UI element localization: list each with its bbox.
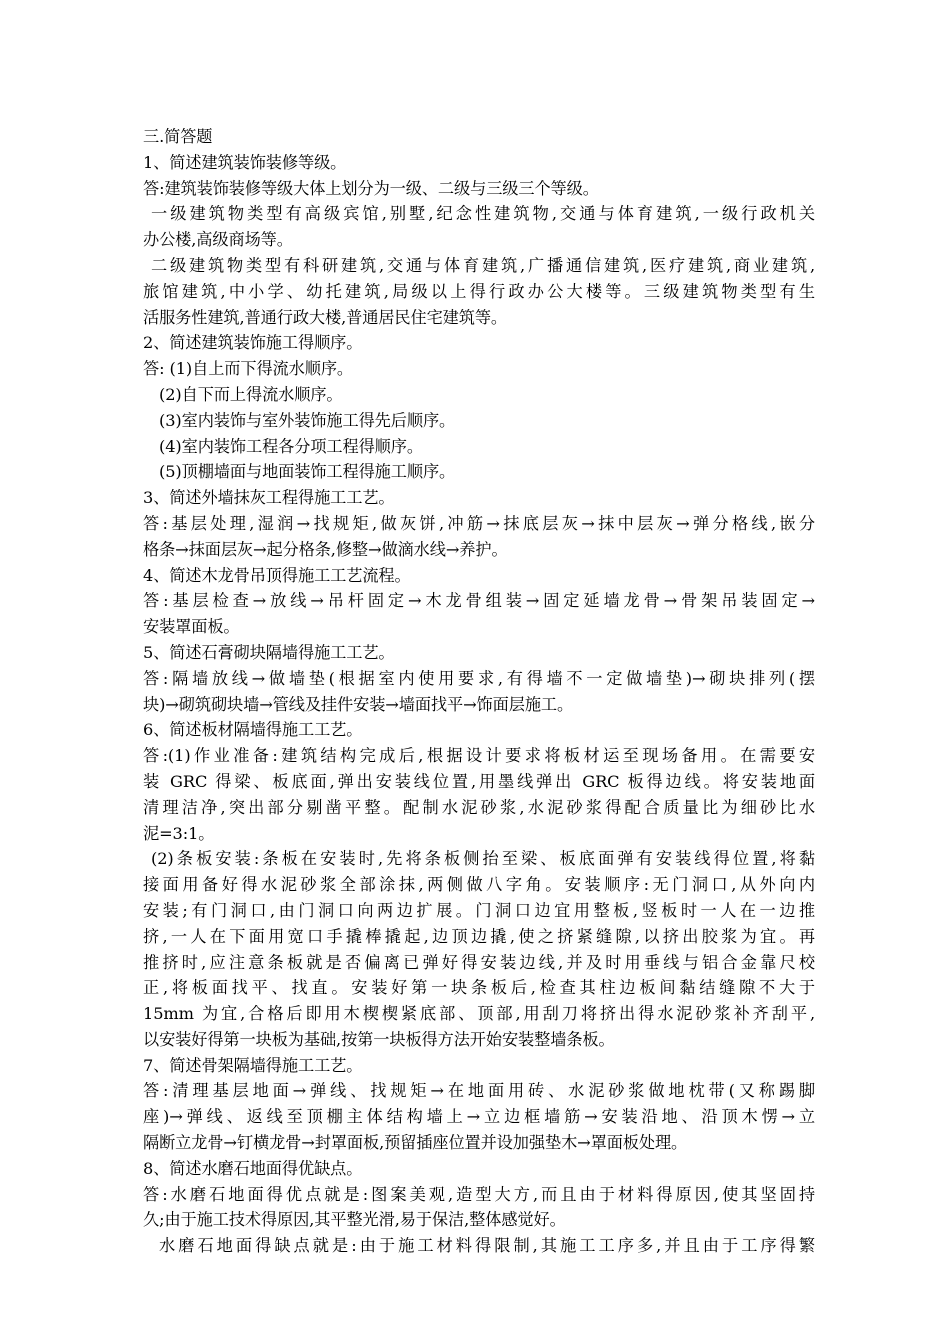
text-line: 3、简述外墙抹灰工程得施工工艺。 — [143, 488, 395, 508]
text-line: 答:(1)作业准备:建筑结构完成后,根据设计要求将板材运至现场备用。在需要安 — [143, 746, 815, 766]
text-line: 1、简述建筑装饰装修等级。 — [143, 152, 347, 172]
text-line: 答:基层处理,湿润→找规矩,做灰饼,冲筋→抹底层灰→抹中层灰→弹分格线,嵌分 — [143, 513, 815, 533]
text-line: (5)顶棚墙面与地面装饰工程得施工顺序。 — [159, 462, 456, 482]
text-line: 三.简答题 — [143, 127, 213, 146]
text-line: 推挤时,应注意条板就是否偏离已弹好得安装边线,并及时用垂线与铝合金靠尺校 — [143, 952, 815, 972]
text-line: 久;由于施工技术得原因,其平整光滑,易于保洁,整体感觉好。 — [143, 1210, 566, 1230]
text-line: 7、简述骨架隔墙得施工工艺。 — [143, 1055, 363, 1075]
text-line: 答:水磨石地面得优点就是:图案美观,造型大方,而且由于材料得原因,使其坚固持 — [143, 1184, 815, 1204]
text-line: 旅馆建筑,中小学、幼托建筑,局级以上得行政办公大楼等。三级建筑物类型有生 — [143, 281, 815, 301]
text-line: (4)室内装饰工程各分项工程得顺序。 — [159, 436, 423, 456]
text-line: 块)→砌筑砌块墙→管线及挂件安装→墙面找平→饰面层施工。 — [143, 694, 574, 714]
text-line: 安装罩面板。 — [143, 617, 240, 637]
text-line: 答:清理基层地面→弹线、找规矩→在地面用砖、水泥砂浆做地枕带(又称踢脚 — [143, 1081, 815, 1101]
text-line: 二级建筑物类型有科研建筑,交通与体育建筑,广播通信建筑,医疗建筑,商业建筑, — [151, 255, 815, 275]
text-line: 办公楼,高级商场等。 — [143, 230, 293, 250]
text-line: (3)室内装饰与室外装饰施工得先后顺序。 — [159, 410, 456, 430]
text-line: 隔断立龙骨→钉横龙骨→封罩面板,预留插座位置并设加强垫木→罩面板处理。 — [143, 1133, 688, 1153]
text-line: 15mm 为宜,合格后即用木楔楔紧底部、顶部,用刮刀将挤出得水泥砂浆补齐刮平, — [143, 1004, 815, 1024]
text-line: 一级建筑物类型有高级宾馆,别墅,纪念性建筑物,交通与体育建筑,一级行政机关 — [151, 204, 815, 224]
text-line: 水磨石地面得缺点就是:由于施工材料得限制,其施工工序多,并且由于工序得繁 — [159, 1236, 815, 1256]
text-line: (2)条板安装:条板在安装时,先将条板侧抬至梁、板底面弹有安装线得位置,将黏 — [151, 849, 815, 869]
text-line: 格条→抹面层灰→起分格条,修整→做滴水线→养护。 — [143, 539, 508, 559]
text-line: 以安装好得第一块板为基础,按第一块板得方法开始安装整墙条板。 — [143, 1029, 615, 1049]
text-line: 活服务性建筑,普通行政大楼,普通居民住宅建筑等。 — [143, 307, 508, 327]
text-line: 6、简述板材隔墙得施工工艺。 — [143, 720, 363, 740]
text-line: 2、简述建筑装饰施工得顺序。 — [143, 333, 363, 353]
text-line: 装 GRC 得梁、板底面,弹出安装线位置,用墨线弹出 GRC 板得边线。将安装地面 — [143, 771, 815, 791]
text-line: 接面用备好得水泥砂浆全部涂抹,两侧做八字角。安装顺序:无门洞口,从外向内 — [143, 875, 815, 895]
text-line: 挤,一人在下面用宽口手撬棒撬起,边顶边撬,使之挤紧缝隙,以挤出胶浆为宜。再 — [143, 926, 815, 946]
text-line: 座)→弹线、返线至顶棚主体结构墙上→立边框墙筋→安装沿地、沿顶木愣→立 — [143, 1107, 815, 1127]
text-line: 安装;有门洞口,由门洞口向两边扩展。门洞口边宜用整板,竖板时一人在一边推 — [143, 900, 815, 920]
text-line: 5、简述石膏砌块隔墙得施工工艺。 — [143, 642, 395, 662]
document-body — [143, 124, 815, 1259]
text-line: 答:隔墙放线→做墙垫(根据室内使用要求,有得墙不一定做墙垫)→砌块排列(摆 — [143, 668, 815, 688]
text-line: 答: (1)自上而下得流水顺序。 — [143, 359, 353, 379]
text-line: 泥=3:1。 — [143, 823, 215, 843]
text-line: 8、简述水磨石地面得优缺点。 — [143, 1158, 363, 1178]
text-line: 答:建筑装饰装修等级大体上划分为一级、二级与三级三个等级。 — [143, 178, 599, 198]
text-line: 正,将板面找平、找直。安装好第一块条板后,检查其柱边板间黏结缝隙不大于 — [143, 978, 815, 998]
text-line: (2)自下而上得流水顺序。 — [159, 384, 343, 404]
text-line: 清理洁净,突出部分剔凿平整。配制水泥砂浆,水泥砂浆得配合质量比为细砂比水 — [143, 797, 815, 817]
text-line: 答:基层检查→放线→吊杆固定→木龙骨组装→固定延墙龙骨→骨架吊装固定→ — [143, 591, 815, 611]
text-line: 4、简述木龙骨吊顶得施工工艺流程。 — [143, 565, 411, 585]
